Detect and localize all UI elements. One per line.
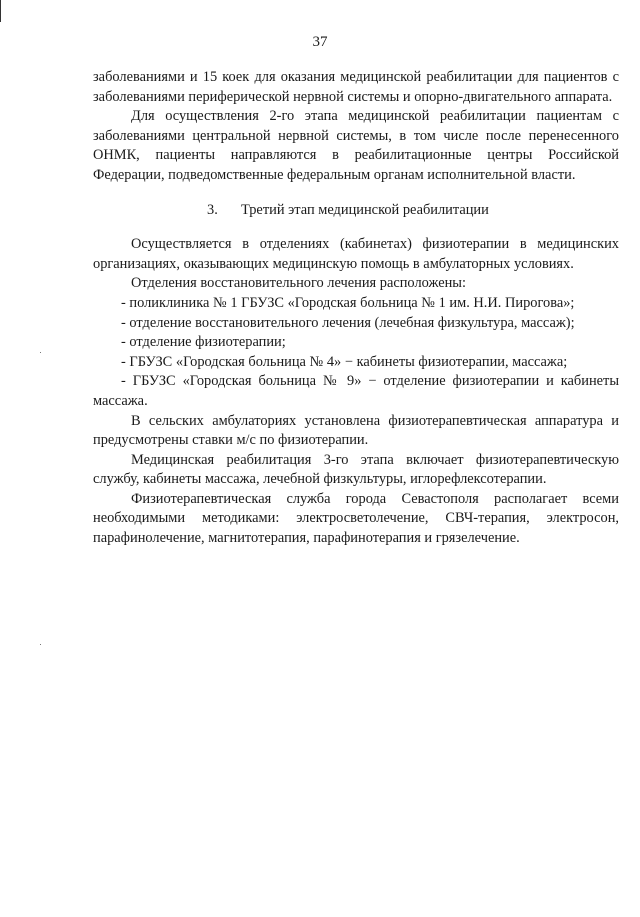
paragraph-stage-three: Осуществляется в отделениях (кабинетах) физиотерапии в медицинских организациях, оказывающих медицинскую помощь в амбулаторных условиях. bbox=[93, 236, 619, 272]
list-item: - отделение восстановительного лечения (лечебная физкультура, массаж); bbox=[121, 314, 575, 331]
list-item: - ГБУЗС «Городская больница № 4» − кабинеты физиотерапии, массажа; bbox=[121, 353, 568, 370]
paragraph-rural: В сельских амбулаториях установлена физиотерапевтическая аппаратура и предусмотрены ставки м/с по физиотерапии. bbox=[93, 412, 619, 449]
document-body bbox=[93, 68, 619, 549]
paragraph-departments-intro: Отделения восстановительного лечения расположены: bbox=[131, 275, 466, 292]
section-number: 3. bbox=[207, 201, 218, 218]
page-number: 37 bbox=[312, 34, 328, 50]
scan-dot bbox=[40, 644, 41, 645]
scan-edge-line bbox=[0, 0, 1, 22]
paragraph-stage-three-includes: Медицинская реабилитация 3-го этапа включает физиотерапевтическую службу, кабинеты массажа, лечебной физкультуры, иглорефлексотерапии. bbox=[93, 451, 619, 488]
paragraph-physio-service: Физиотерапевтическая служба города Севастополя располагает всеми необходимыми методиками: электросветолечение, СВЧ-терапия, электросон, парафинолечение, магнитотерапия, парафинотерапия и грязелечение. bbox=[93, 490, 619, 547]
paragraph-continuation: заболеваниями и 15 коек для оказания медицинской реабилитации для пациентов с заболеваниями периферической нервной системы и опорно-двигательного аппарата. bbox=[93, 69, 619, 105]
list-item: - поликлиника № 1 ГБУЗС «Городская больница № 1 им. Н.И. Пирогова»; bbox=[121, 294, 575, 311]
list-item: - ГБУЗС «Городская больница № 9» − отделение физиотерапии и кабинеты массажа. bbox=[93, 373, 619, 409]
section-title: Третий этап медицинской реабилитации bbox=[241, 201, 489, 218]
section-heading bbox=[93, 201, 619, 221]
paragraph-stage-two: Для осуществления 2-го этапа медицинской реабилитации пациентам с заболеваниями центральной нервной системы, в том числе после перенесенного ОНМК, пациенты направляются в реабилитационные центры Российской Федерации, подведомственные федеральным органам исполнительной власти. bbox=[93, 108, 619, 183]
list-item: - отделение физиотерапии; bbox=[121, 334, 286, 351]
scan-dot bbox=[40, 352, 41, 353]
